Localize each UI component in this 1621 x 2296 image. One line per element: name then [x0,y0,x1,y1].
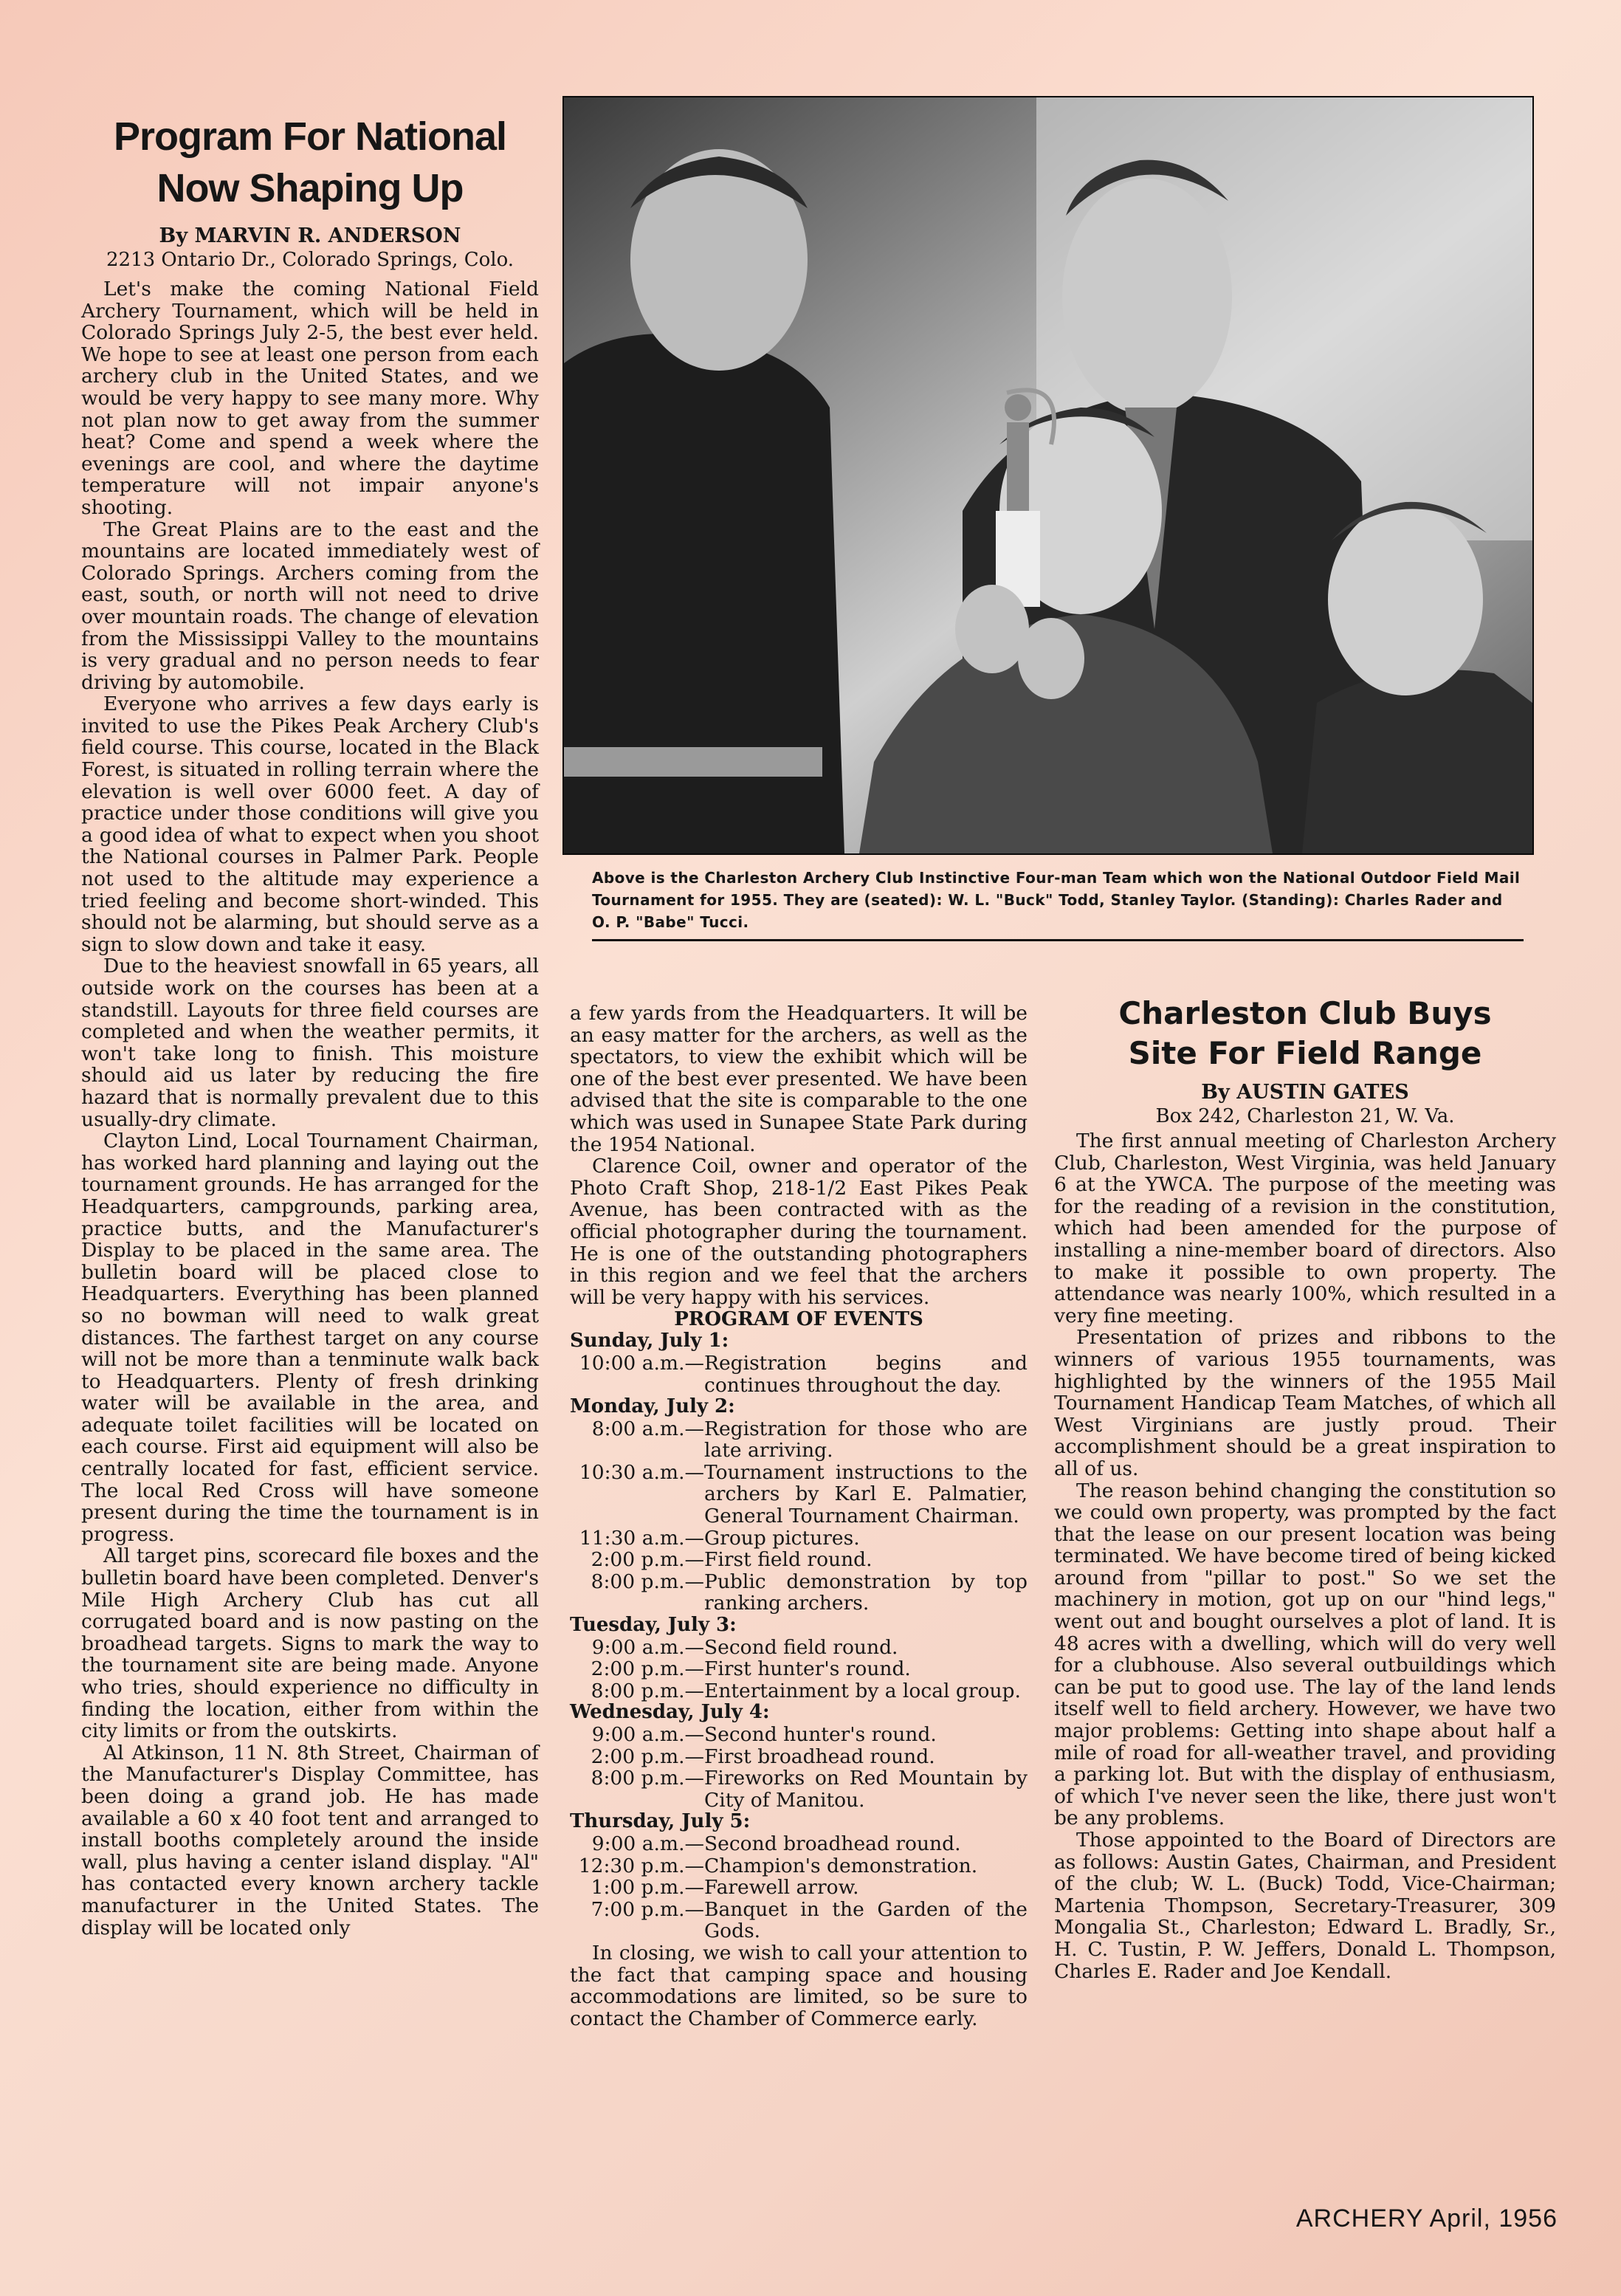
event-time: 11:30 a.m.— [579,1526,704,1550]
event-description: Second broadhead round. [704,1832,961,1855]
event-description: First broadhead round. [704,1745,935,1768]
program-of-events [570,1330,1028,1942]
photo-caption: Above is the Charleston Archery Club Instinctive Four-man Team which won the National Outdoor Field Mail Tournament for 1955. They are (seated): W. L. "Buck" Todd, Stanley Taylor. (Standing): Charles Rader and O. P. "Babe" Tucci. [592,869,1521,931]
program-event [570,1833,1028,1855]
charleston-article-column [1054,994,1556,1982]
program-day: Thursday, July 5: [570,1810,751,1833]
event-time: 1:00 p.m.— [591,1876,704,1900]
event-description: Banquet in the Garden of the Gods. [704,1897,1028,1943]
paragraph: The Great Plains are to the east and the mountains are located immediately west of Colorado Springs. Archers coming from the east, south, or north will not need to drive over mountain roads. The change of elevation from the Mississippi Valley to the mountains is very gradual and no person needs to fear driving by automobile. [81,518,539,694]
program-event [570,1877,1028,1899]
program-event [570,1658,1028,1680]
headline-line-2: Now Shaping Up [156,166,464,210]
event-description: Registration for those who are late arriving. [704,1417,1028,1463]
headline-line-2: Site For Field Range [1128,1035,1482,1071]
event-time: 8:00 p.m.— [591,1767,704,1790]
paragraph: The first annual meeting of Charleston Archery Club, Charleston, West Virginia, was held January 6 at the YWCA. The purpose of the meeting was for the reading of a revision in the constitution, which had been amended for the purpose of installing a nine-member board of directors. Also to make it possible to own property. The attendance was nearly 100%, which resulted in a very fine meeting. [1054,1130,1556,1327]
event-time: 8:00 p.m.— [591,1679,704,1702]
program-event [570,1724,1028,1746]
event-time: 2:00 p.m.— [591,1548,704,1572]
program-event [570,1899,1028,1942]
page-footer: ARCHERY April, 1956 [1295,2204,1558,2233]
program-event [570,1767,1028,1811]
program-event [570,1549,1028,1571]
article-body [1054,1130,1556,1982]
article-headline [81,111,539,214]
event-description: Fireworks on Red Mountain by City of Manitou. [704,1767,1028,1812]
paragraph: Clayton Lind, Local Tournament Chairman, has worked hard planning and laying out the tournament grounds. He has arranged for the Headquarters, campgrounds, parking area, practice butts, and the Manufacturer's Display to be placed in the same area. The bulletin board will be placed close to Headquarters. Everything has been planned so no bowman will need to walk great distances. The farthest target on any course will not be more than a tenminute walk back to Headquarters. Plenty of fresh drinking water will be available in the area, and adequate toilet facilities will be located on each course. First aid equipment will also be centrally located for fast, efficient service. The local Red Cross will have someone present during the time the tournament is in progress. [81,1130,539,1546]
event-description: First hunter's round. [704,1657,911,1681]
program-event [570,1527,1028,1550]
program-day: Tuesday, July 3: [570,1614,737,1637]
closing-paragraph: In closing, we wish to call your attention to the fact that camping space and housing accommodations are limited, so be sure to contact the Chamber of Commerce early. [570,1941,1028,2030]
event-description: Champion's demonstration. [704,1854,978,1877]
program-event [570,1571,1028,1615]
event-description: First field round. [704,1548,873,1572]
event-time: 7:00 p.m.— [591,1897,704,1921]
paragraph: Clarence Coil, owner and operator of the Photo Craft Shop, 218-1/2 East Pikes Peak Avenue, has been contracted with as the official photographer during the tournament. He is one of the outstanding photographers in this region and we feel that the archers will be very happy with his services. [570,1155,1028,1309]
byline: By AUSTIN GATES [1201,1081,1409,1104]
event-time: 2:00 p.m.— [591,1745,704,1768]
program-day: Monday, July 2: [570,1395,735,1418]
event-time: 8:00 a.m.— [591,1417,704,1440]
event-time: 9:00 a.m.— [591,1635,704,1659]
paragraph: Everyone who arrives a few days early is invited to use the Pikes Peak Archery Club's field course. This course, located in the Black Forest, is situated in rolling terrain where the elevation is well over 6000 feet. A day of practice under those conditions will give you a good idea of what to expect when you shoot the National courses in Palmer Park. People not used to the altitude may experience a tried feeling and become short-winded. This should not be alarming, but should serve as a sign to slow down and take it easy. [81,692,539,956]
caption-divider [592,939,1524,941]
program-event [570,1352,1028,1396]
headline-line-1: Program For National [113,114,507,159]
program-event [570,1746,1028,1768]
article-program-column [81,111,539,1939]
article-continuation-column [570,1003,1028,2029]
event-description: Second field round. [704,1635,898,1659]
article-body [81,278,539,1939]
event-time: 10:30 a.m.— [579,1460,704,1484]
event-time: 2:00 p.m.— [591,1657,704,1681]
program-event [570,1855,1028,1877]
paragraph: Those appointed to the Board of Directors are as follows: Austin Gates, Chairman, and President of the club; W. L. (Buck) Todd, Vice-Chairman; Martenia Thompson, Secretary-Treasurer, 309 Mongalia St., Charleston; Edward L. Bradly, Sr., H. C. Tustin, P. W. Jeffers, Donald L. Thompson, Charles E. Rader and Joe Kendall. [1054,1829,1556,1983]
event-description: Group pictures. [704,1526,860,1550]
article-body-continued [570,1003,1028,1308]
program-event [570,1462,1028,1527]
headline-line-1: Charleston Club Buys [1118,995,1492,1031]
event-time: 8:00 p.m.— [591,1570,704,1593]
program-day: Sunday, July 1: [570,1330,729,1352]
paragraph: Al Atkinson, 11 N. 8th Street, Chairman of the Manufacturer's Display Committee, has been doing a grand job. He has made available a 60 x 40 foot tent and arranged to install booths completely around the inside wall, plus having a center island display. "Al" has contacted every known archery tackle manufacturer in the United States. The display will be located only [81,1741,539,1939]
paragraph: Let's make the coming National Field Archery Tournament, which will be held in Colorado Springs July 2-5, the best ever held. We hope to see at least one person from each archery club in the United States, and we would be very happy to see many more. Why not plan now to get away from the summer heat? Come and spend a week where the evenings are cool, and where the daytime temperature will not impair anyone's shooting. [81,278,539,519]
program-day: Wednesday, July 4: [570,1701,770,1724]
event-description: Public demonstration by top ranking archers. [704,1570,1028,1615]
program-event [570,1418,1028,1462]
team-photo-block [562,96,1531,941]
paragraph: Due to the heaviest snowfall in 65 years, all outside work on the courses has been at a standstill. Layouts for three field courses are completed and when the weather permits, it won't take long to finish. This moisture should aid us later by reducing the fire hazard that is normally prevalent due to this usually-dry climate. [81,955,539,1131]
event-description: Tournament instructions to the archers by Karl E. Palmatier, General Tournament Chairman. [704,1460,1028,1528]
event-time: 9:00 a.m.— [591,1832,704,1855]
event-time: 10:00 a.m.— [579,1351,704,1375]
byline: By MARVIN R. ANDERSON [159,224,461,247]
team-photo [562,96,1534,855]
closing-paragraph-block [570,1942,1028,2029]
paragraph: Presentation of prizes and ribbons to the winners of various 1955 tournaments, was highlighted by the winners of the 1955 Mail Tournament Handicap Team Matches, of which all West Virginians are justly proud. Their accomplishment should be a great inspiration to all of us. [1054,1326,1556,1480]
program-event [570,1680,1028,1702]
event-time: 9:00 a.m.— [591,1723,704,1746]
event-description: Second hunter's round. [704,1723,937,1746]
event-time: 12:30 p.m.— [578,1854,704,1877]
charleston-headline [1054,994,1556,1073]
author-address: 2213 Ontario Dr., Colorado Springs, Colo. [106,249,514,271]
event-description: Farewell arrow. [704,1876,859,1900]
event-description: Entertainment by a local group. [704,1679,1021,1702]
author-address: Box 242, Charleston 21, W. Va. [1155,1105,1455,1127]
paragraph: All target pins, scorecard file boxes and the bulletin board have been completed. Denver's Mile High Archery Club has cut all corrugated board and is now pasting on the broadhead targets. Signs to mark the way to the tournament site are being made. Anyone who tries, should experience no difficulty in finding the location, either from within the city limits or from the outskirts. [81,1544,539,1743]
event-description: Registration begins and continues throughout the day. [704,1351,1028,1397]
paragraph: The reason behind changing the constitution so we could own property, was prompted by the fact that the lease on our present location was being terminated. We have become tired of being kicked around from "pillar to post." So we set the machinery in motion, got up on our "hind legs," went out and bought ourselves a plot of land. It is 48 acres with a dwelling, which will do very well for a clubhouse. Also several outbuildings which can be put to good use. The lay of the land lends itself well to field archery. However, we have two major problems: Getting into shape about half a mile of road for all-weather travel, and providing a parking lot. But with the display of enthusiasm, of which I've never seen the like, there just won't be any problems. [1054,1479,1556,1830]
program-of-events-title: PROGRAM OF EVENTS [674,1308,923,1331]
program-event [570,1637,1028,1659]
paragraph: a few yards from the Headquarters. It will be an easy matter for the archers, as well as the spectators, to view the exhibit which will be one of the best ever presented. We have been advised that the site is comparable to the one which was used in Sunapee State Park during the 1954 National. [570,1002,1028,1156]
